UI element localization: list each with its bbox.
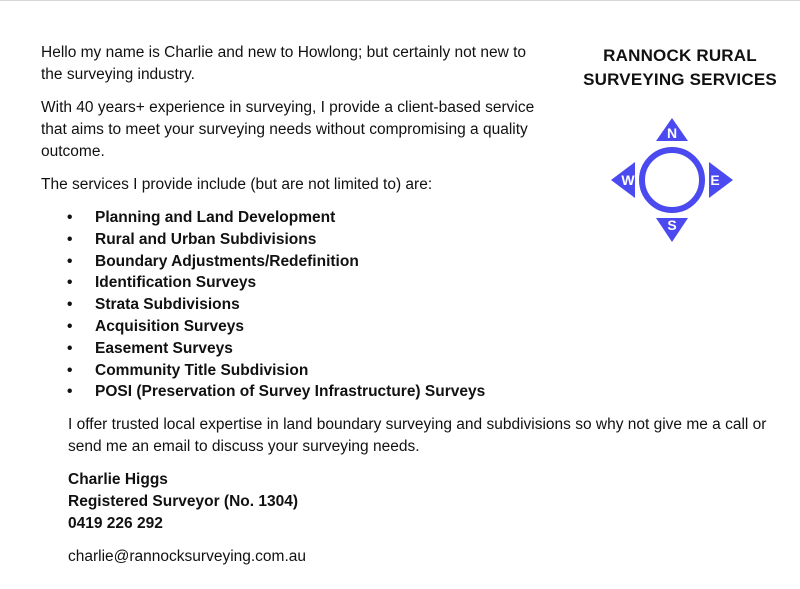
service-label: Easement Surveys [95, 339, 233, 357]
bullet-icon: • [67, 274, 73, 292]
bullet-icon: • [67, 383, 73, 401]
compass-letter-w: W [621, 172, 635, 188]
service-label: POSI (Preservation of Survey Infrastructure) Surveys [95, 383, 486, 401]
list-item [0, 360, 485, 382]
bullet-icon: • [67, 209, 73, 226]
list-item [0, 316, 485, 338]
service-label: Rural and Urban Subdivisions [95, 230, 317, 248]
brand-name-line2: SURVEYING SERVICES [583, 70, 777, 89]
services-list [0, 207, 485, 403]
list-item [0, 229, 485, 251]
services-intro-paragraph: The services I provide include (but are not limited to) are: [41, 176, 433, 193]
bullet-icon: • [67, 230, 73, 248]
signature-title: Registered Surveyor (No. 1304) [68, 493, 299, 510]
brand-name-line1: RANNOCK RURAL [603, 46, 757, 65]
compass-letter-s: S [667, 217, 677, 233]
list-item [0, 272, 485, 294]
offer-paragraph: I offer trusted local expertise in land boundary surveying and subdivisions so why not give me a call or send me an email to discuss your surveying needs. [68, 416, 767, 455]
bullet-icon: • [67, 317, 73, 335]
list-item [0, 381, 485, 403]
service-label: Acquisition Surveys [95, 317, 245, 335]
top-divider [0, 0, 800, 1]
signature-name: Charlie Higgs [68, 471, 168, 488]
bullet-icon: • [67, 296, 73, 314]
service-label: Identification Surveys [95, 274, 257, 292]
signature-block [68, 469, 298, 535]
service-label: Community Title Subdivision [95, 361, 309, 379]
service-label: Strata Subdivisions [95, 296, 240, 314]
bullet-icon: • [67, 361, 73, 379]
list-item [0, 294, 485, 316]
service-label: Planning and Land Development [95, 209, 336, 226]
experience-paragraph: With 40 years+ experience in surveying, I provide a client-based service that aims to meet your surveying needs without compromising a quality outcome. [41, 99, 535, 160]
signature-phone[interactable]: 0419 226 292 [68, 515, 163, 532]
list-item [0, 207, 485, 229]
list-item [0, 251, 485, 273]
intro-paragraph: Hello my name is Charlie and new to Howlong; but certainly not new to the surveying industry. [41, 44, 527, 83]
bullet-icon: • [67, 339, 73, 357]
compass-logo-icon [604, 116, 740, 246]
bullet-icon: • [67, 252, 73, 270]
compass-ring [642, 150, 702, 210]
compass-letter-n: N [666, 125, 678, 141]
brand-name [570, 44, 790, 92]
service-label: Boundary Adjustments/Redefinition [95, 252, 359, 270]
list-item [0, 338, 485, 360]
email-link[interactable]: charlie@rannocksurveying.com.au [68, 548, 307, 565]
compass-letter-e: E [710, 172, 720, 188]
